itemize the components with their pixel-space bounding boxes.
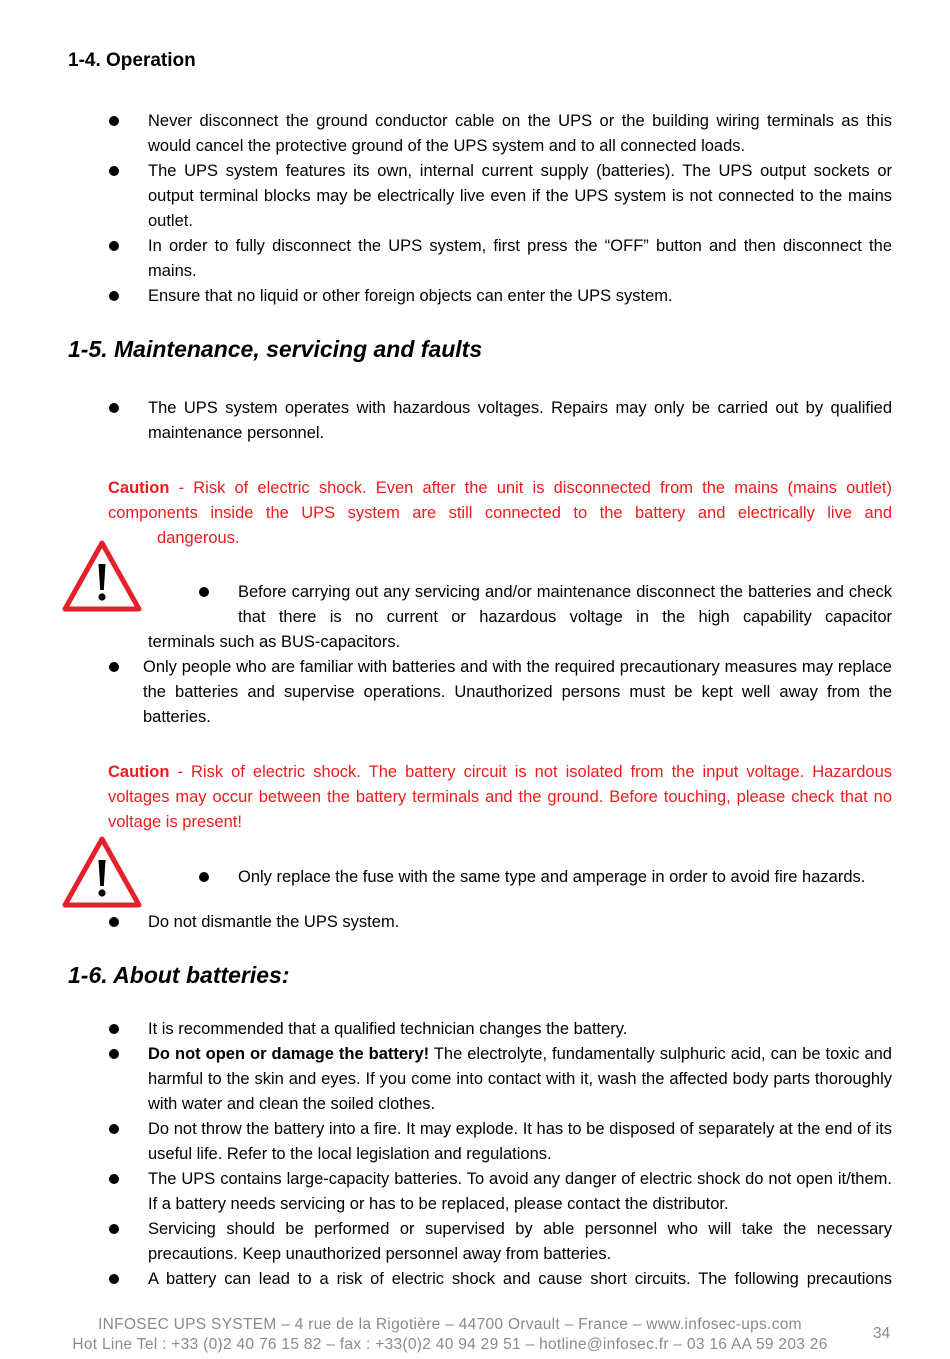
section-heading-operation: 1-4. Operation bbox=[68, 50, 196, 71]
battery-item-5: Servicing should be performed or supervised by able personnel who will take the necessary precautions. Keep unauthorized personnel away from batteries. bbox=[148, 1220, 892, 1263]
caution-text: - Risk of electric shock. The battery circuit is not isolated from the input voltage. Hazardous voltages may occur between the battery terminals and the ground. Before touching, please check that no voltage is present! bbox=[108, 763, 892, 831]
bullet-dot bbox=[109, 241, 119, 251]
operation-item-3: In order to fully disconnect the UPS system, first press the “OFF” button and then disconnect the mains. bbox=[148, 237, 892, 280]
battery-warning-bold: Do not open or damage the battery! bbox=[148, 1045, 430, 1063]
caution-paragraph-2 bbox=[108, 760, 892, 835]
bullet-dot bbox=[109, 291, 119, 301]
bullet-dot bbox=[109, 662, 119, 672]
bullet-dot bbox=[109, 1224, 119, 1234]
bullet-dot bbox=[199, 587, 209, 597]
operation-item-2: The UPS system features its own, internal current supply (batteries). The UPS output sockets or output terminal blocks may be electrically live even if the UPS system is not connected to the mains outlet. bbox=[148, 162, 892, 230]
caution-label: Caution bbox=[108, 479, 170, 497]
section-heading-batteries: 1-6. About batteries: bbox=[68, 962, 290, 988]
caution-paragraph-1-continued: dangerous. bbox=[157, 529, 240, 547]
battery-item-1: It is recommended that a qualified technician changes the battery. bbox=[148, 1020, 628, 1038]
bullet-dot bbox=[109, 1024, 119, 1034]
caution-text: - Risk of electric shock. Even after the unit is disconnected from the mains (mains outlet) components inside the UPS system are still connected to the battery and electrically live and bbox=[108, 479, 892, 522]
maintenance-item-2-continued: terminals such as BUS-capacitors. bbox=[148, 633, 401, 651]
maintenance-item-5: Do not dismantle the UPS system. bbox=[148, 913, 400, 931]
battery-item-3: Do not throw the battery into a fire. It may explode. It has to be disposed of separately at the end of its useful life. Refer to the local legislation and regulations. bbox=[148, 1120, 892, 1163]
bullet-dot bbox=[109, 1049, 119, 1059]
maintenance-item-1: The UPS system operates with hazardous voltages. Repairs may only be carried out by qualified maintenance personnel. bbox=[148, 399, 892, 442]
warning-triangle-icon bbox=[62, 540, 142, 612]
bullet-dot bbox=[109, 116, 119, 126]
bullet-dot bbox=[109, 917, 119, 927]
operation-item-1: Never disconnect the ground conductor cable on the UPS or the building wiring terminals as this would cancel the protective ground of the UPS system and to all connected loads. bbox=[148, 112, 892, 155]
battery-item-6: A battery can lead to a risk of electric shock and cause short circuits. The following precautions bbox=[148, 1270, 892, 1288]
maintenance-item-2: Before carrying out any servicing and/or maintenance disconnect the batteries and check that there is no current or hazardous voltage in the high capability capacitor bbox=[238, 583, 892, 626]
warning-triangle-icon bbox=[62, 836, 142, 908]
footer-contact: Hot Line Tel : +33 (0)2 40 76 15 82 – fax : +33(0)2 40 94 29 51 – hotline@infosec.fr – 03 16 AA 59 203 26 bbox=[72, 1336, 828, 1353]
section-heading-maintenance: 1-5. Maintenance, servicing and faults bbox=[68, 336, 483, 362]
caution-paragraph-1 bbox=[108, 476, 892, 526]
battery-item-2-text: The electrolyte, fundamentally sulphuric acid, can be toxic and harmful to the skin and eyes. If you come into contact with it, wash the affected body parts thoroughly with water and clean the soiled clothes. bbox=[148, 1045, 892, 1113]
bullet-dot bbox=[199, 872, 209, 882]
bullet-dot bbox=[109, 1124, 119, 1134]
maintenance-item-4: Only replace the fuse with the same type and amperage in order to avoid fire hazards. bbox=[238, 868, 866, 886]
caution-label: Caution bbox=[108, 763, 170, 781]
page-number: 34 bbox=[873, 1325, 891, 1342]
bullet-dot bbox=[109, 403, 119, 413]
bullet-dot bbox=[109, 166, 119, 176]
bullet-dot bbox=[109, 1274, 119, 1284]
battery-item-2 bbox=[148, 1042, 892, 1117]
bullet-dot bbox=[109, 1174, 119, 1184]
battery-item-4: The UPS contains large-capacity batteries. To avoid any danger of electric shock do not open it/them. If a battery needs servicing or has to be replaced, please contact the distributor. bbox=[148, 1170, 892, 1213]
operation-item-4: Ensure that no liquid or other foreign objects can enter the UPS system. bbox=[148, 287, 673, 305]
maintenance-item-3: Only people who are familiar with batteries and with the required precautionary measures may replace the batteries and supervise operations. Unauthorized persons must be kept well away from the batteries. bbox=[143, 658, 892, 726]
footer-address: INFOSEC UPS SYSTEM – 4 rue de la Rigotière – 44700 Orvault – France – www.infosec-ups.com bbox=[98, 1316, 802, 1333]
